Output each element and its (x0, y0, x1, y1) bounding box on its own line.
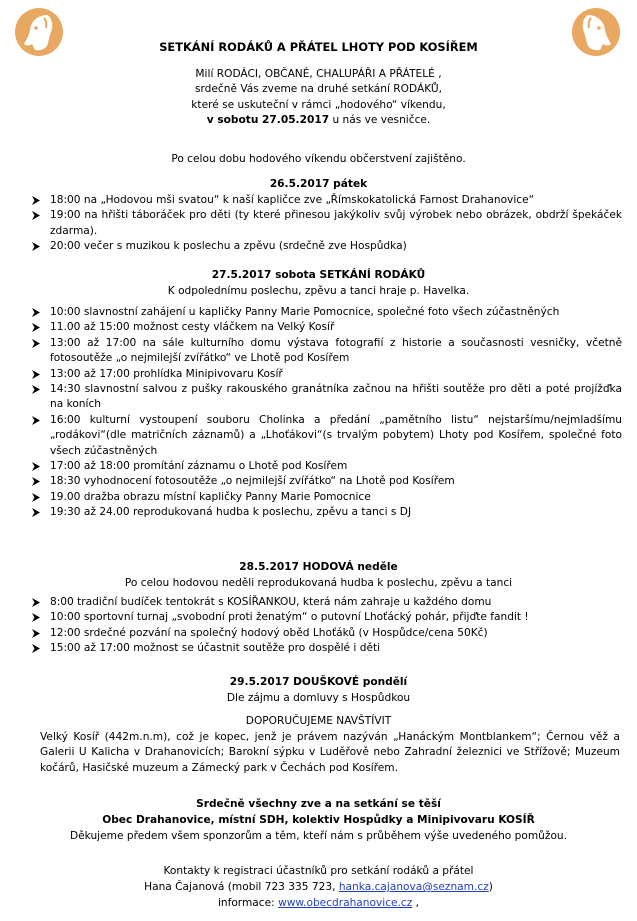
day2-subheading: K odpolednímu poslechu, zpěvu a tanci hraje p. Havelka. (167, 285, 470, 297)
list-item: 18:30 vyhodnocení fotosoutěže „o nejmilejší zvířátko“ na Lhotě pod Kosířem (32, 474, 622, 489)
closing-invite: Srdečně všechny zve a na setkání se těší (196, 798, 441, 810)
intro-date-rest: u nás ve vesničce. (329, 114, 431, 127)
arrow-bullet-icon (32, 626, 44, 638)
website-link[interactable]: www.obecdrahanovice.cz (278, 897, 413, 909)
intro-line: srdečně Vás zveme na druhé setkání RODÁKŮ, (194, 83, 443, 96)
list-item: 16:00 kulturní vystoupení souboru Cholinka a předání „pamětního listu“ nejstaršímu/nejmladšímu „rodákovi“(dle matričních záznamů) a „Lhoťákovi“(s trvalým pobytem) Lhoty pod Kosířem, společné foto všech zúčastněných (32, 413, 622, 459)
day3-heading: 28.5.2017 HODOVÁ neděle (239, 561, 398, 573)
arrow-bullet-icon (32, 367, 44, 379)
list-item: 11.00 až 15:00 možnost cesty vláčkem na Velký Kosíř (32, 320, 622, 335)
email-link[interactable]: hanka.cajanova@seznam.cz (338, 881, 489, 893)
list-item: 19:00 na hřišti táboráček pro děti (ty které přinesou jakýkoliv svůj výrobek nebo obrázek, obdrží špekáček zdarma). (32, 208, 622, 239)
arrow-bullet-icon (32, 305, 44, 317)
day2-heading: 27.5.2017 sobota SETKÁNÍ RODÁKŮ (211, 269, 426, 281)
arrow-bullet-icon (32, 239, 44, 251)
day3-subheading: Po celou hodovou neděli reprodukovaná hudba k poslechu, zpěvu a tanci (124, 577, 513, 589)
day4-heading: 29.5.2017 DOUŠKOVÉ pondělí (229, 676, 408, 688)
list-item: 12:00 srdečné pozvání na společný hodový oběd Lhoťáků (v Hospůdce/cena 50Kč) (32, 626, 622, 641)
list-item: 18:00 na „Hodovou mši svatou“ k naší kapličce zve „Římskokatolická Farnost Drahanovice“ (32, 193, 622, 208)
list-item: 13:00 až 17:00 na sále kulturního domu výstava fotografií z historie a současnosti vesničky, včetně fotosoutěže „o nejmilejší zvířátko“ ve Lhotě pod Kosířem (32, 336, 622, 367)
closing-thanks: Děkujeme předem všem sponzorům a těm, kteří nám s průběhem výše uvedeného pomůžou. (69, 830, 568, 842)
list-item: 17:00 až 18:00 promítání záznamu o Lhotě pod Kosířem (32, 459, 622, 474)
contact-info: informace: www.obecdrahanovice.cz , (217, 897, 420, 909)
list-item: 10:00 sportovní turnaj „svobodní proti ženatým“ o putovní Lhoťácký pohár, přijďte fandit ! (32, 610, 622, 625)
day1-heading: 26.5.2017 pátek (269, 178, 368, 190)
arrow-bullet-icon (32, 474, 44, 486)
day3-list (32, 595, 622, 657)
arrow-bullet-icon (32, 505, 44, 517)
arrow-bullet-icon (32, 382, 44, 394)
recommend-heading: DOPORUČUJEME NAVŠTÍVIT (245, 715, 392, 727)
intro-line: které se uskuteční v rámci „hodového“ víkendu, (191, 98, 446, 111)
list-item: 20:00 večer s muzikou k poslechu a zpěvu (srdečně zve Hospůdka) (32, 239, 622, 254)
intro-date-line (0, 113, 637, 128)
arrow-bullet-icon (32, 459, 44, 471)
refreshment-note: Po celou dobu hodového víkendu občerstvení zajištěno. (171, 153, 466, 165)
page-title: SETKÁNÍ RODÁKŮ A PŘÁTEL LHOTY POD KOSÍŘEM (159, 40, 478, 54)
list-item: 19.00 dražba obrazu místní kapličky Panny Marie Pomocnice (32, 490, 622, 505)
contact-person: Hana Čajanová (mobil 723 335 723, hanka.cajanova@seznam.cz) (144, 881, 493, 893)
day4-subheading: Dle zájmu a domluvy s Hospůdkou (226, 692, 411, 704)
arrow-bullet-icon (32, 193, 44, 205)
day2-list (32, 305, 622, 521)
arrow-bullet-icon (32, 208, 44, 220)
arrow-bullet-icon (32, 641, 44, 653)
list-item: 10:00 slavnostní zahájení u kapličky Panny Marie Pomocnice, společné foto všech zúčastněných (32, 305, 622, 320)
arrow-bullet-icon (32, 336, 44, 348)
intro (0, 67, 637, 129)
list-item: 14:30 slavnostní salvou z pušky rakouského granátníka začnou na hřišti soutěže pro děti a poté projížďka na koních (32, 382, 622, 413)
arrow-bullet-icon (32, 320, 44, 332)
arrow-bullet-icon (32, 595, 44, 607)
intro-greeting: Milí RODÁCI, OBČANÉ, CHALUPÁŘI A PŘÁTELÉ , (195, 68, 442, 80)
arrow-bullet-icon (32, 610, 44, 622)
intro-date: v sobotu 27.05.2017 (206, 114, 330, 127)
list-item: 15:00 až 17:00 možnost se účastnit soutěže pro dospělé i děti (32, 641, 622, 656)
list-item: 13:00 až 17:00 prohlídka Minipivovaru Kosíř (32, 367, 622, 382)
list-item: 8:00 tradiční budíček tentokrát s KOSÍŘANKOU, která nám zahraje u každého domu (32, 595, 622, 610)
day1-list (32, 193, 622, 255)
list-item: 19:30 až 24.00 reprodukovaná hudba k poslechu, zpěvu a tanci s DJ (32, 505, 622, 520)
closing-organizers: Obec Drahanovice, místní SDH, kolektiv Hospůdky a Minipivovaru KOSÍŘ (102, 814, 535, 826)
arrow-bullet-icon (32, 413, 44, 425)
arrow-bullet-icon (32, 490, 44, 502)
contact-heading: Kontakty k registraci účastníků pro setkání rodáků a přátel (163, 865, 474, 877)
recommend-text: Velký Kosíř (442m.n.m), což je kopec, jenž je právem nazýván „Hanáckým Montblankem“; Černou věž a Galerii U Kalicha v Drahanovicích; Barokní sýpku v Luděřově nebo Zahradní železnici ve Střížově; Muzeum kočárů, Hasičské muzeum a Zámecký park v Čechách pod Kosířem. (40, 731, 620, 774)
